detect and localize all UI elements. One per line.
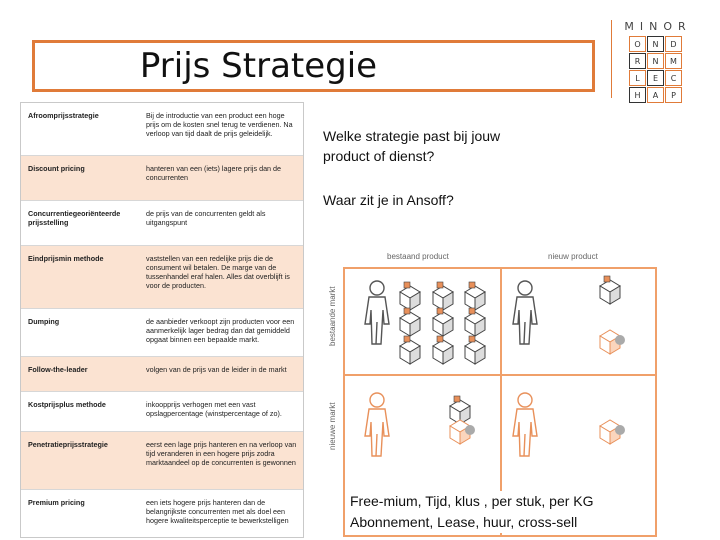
logo-divider: [611, 20, 612, 98]
table-row: [21, 432, 303, 490]
product-box-icon-new: [600, 330, 625, 354]
product-box-icon: [433, 308, 453, 336]
person-icon-new: [513, 393, 537, 456]
logo-cell: H: [629, 87, 646, 103]
table-row: [21, 357, 303, 392]
logo-word: MINOR: [624, 20, 692, 33]
product-box-icon: [433, 282, 453, 310]
table-row: [21, 309, 303, 357]
product-box-icon: [600, 276, 620, 304]
product-box-icon: [465, 282, 485, 310]
strategy-name: Kostprijsplus methode: [28, 400, 106, 409]
strategy-name: Afroomprijsstrategie: [28, 111, 99, 120]
strategy-name: Discount pricing: [28, 164, 85, 173]
table-row: [21, 156, 303, 201]
logo-cell: P: [665, 87, 682, 103]
table-row: [21, 103, 303, 156]
col-label-new-product: nieuw product: [548, 252, 598, 261]
strategy-desc: hanteren van een (iets) lagere prijs dan de concurrenten: [146, 164, 282, 182]
table-row: [21, 392, 303, 432]
pricing-models-text: [350, 491, 594, 533]
logo-cell: D: [665, 36, 682, 52]
table-row: [21, 490, 303, 537]
product-box-icon: [465, 336, 485, 364]
product-box-icon: [400, 336, 420, 364]
page-title: Prijs Strategie: [139, 46, 378, 86]
strategy-name: Dumping: [28, 317, 60, 326]
pricing-strategy-table: [20, 102, 304, 538]
product-box-icon-new: [600, 420, 625, 444]
product-box-icon: [433, 336, 453, 364]
strategy-desc: volgen van de prijs van de leider in de markt: [146, 365, 287, 374]
logo-cell: O: [629, 36, 646, 52]
strategy-desc: inkoopprijs verhogen met een vast opslagpercentage (winstpercentage of zo).: [146, 400, 282, 418]
strategy-desc: een iets hogere prijs hanteren dan de belangrijkste concurrenten met als doel een hogere kwaliteitsperceptie te bewerkstelligen: [146, 498, 289, 525]
person-icon-new: [365, 393, 389, 456]
logo-grid: [629, 36, 694, 103]
strategy-desc: eerst een lage prijs hanteren en na verloop van tijd veranderen in een hogere prijs zodra marktaandeel op de concurrenten is gewonnen: [146, 440, 297, 467]
minor-logo: [622, 20, 694, 103]
product-box-icon: [400, 308, 420, 336]
strategy-desc: Bij de introductie van een product een hoge prijs om de kosten snel terug te verdienen. Na verloop van tijd daalt de prijs geleidelijk.: [146, 111, 293, 138]
title-box: [32, 40, 595, 92]
product-box-icon: [400, 282, 420, 310]
pricing-models-line2: Abonnement, Lease, huur, cross-sell: [350, 514, 578, 530]
logo-cell: C: [665, 70, 682, 86]
strategy-name: Penetratieprijsstrategie: [28, 440, 108, 449]
logo-cell: N: [647, 36, 664, 52]
logo-cell: M: [665, 53, 682, 69]
table-row: [21, 246, 303, 309]
person-icon: [365, 281, 389, 344]
strategy-desc: de prijs van de concurrenten geldt als uitgangspunt: [146, 209, 266, 227]
row-label-existing-market: bestaande markt: [328, 286, 337, 346]
person-icon: [513, 281, 537, 344]
question-ansoff: Waar zit je in Ansoff?: [323, 192, 454, 208]
logo-cell: R: [629, 53, 646, 69]
strategy-name: Premium pricing: [28, 498, 85, 507]
strategy-desc: de aanbieder verkoopt zijn producten voor een aanmerkelijk lager bedrag dan dat gemiddeld opgaat binnen een bepaalde markt.: [146, 317, 295, 344]
strategy-name: Concurrentiegeoriënteerde prijsstelling: [28, 209, 121, 227]
question-strategy: Welke strategie past bij jouw product of dienst?: [323, 128, 501, 164]
strategy-name: Eindprijsmin methode: [28, 254, 104, 263]
table-row: [21, 201, 303, 246]
row-label-new-market: nieuwe markt: [328, 402, 337, 450]
strategy-desc: vaststellen van een redelijke prijs die de consument wil betalen. De marge van de tussenhandel eraf halen. Alles dat overblijft is voor de producten.: [146, 254, 290, 290]
logo-cell: L: [629, 70, 646, 86]
product-box-icon-new: [450, 420, 475, 444]
logo-cell: E: [647, 70, 664, 86]
pricing-models-line1: Free-mium, Tijd, klus , per stuk, per KG: [350, 493, 594, 509]
strategy-name: Follow-the-leader: [28, 365, 88, 374]
col-label-existing-product: bestaand product: [387, 252, 449, 261]
logo-cell: N: [647, 53, 664, 69]
product-box-icon: [465, 308, 485, 336]
logo-cell: A: [647, 87, 664, 103]
